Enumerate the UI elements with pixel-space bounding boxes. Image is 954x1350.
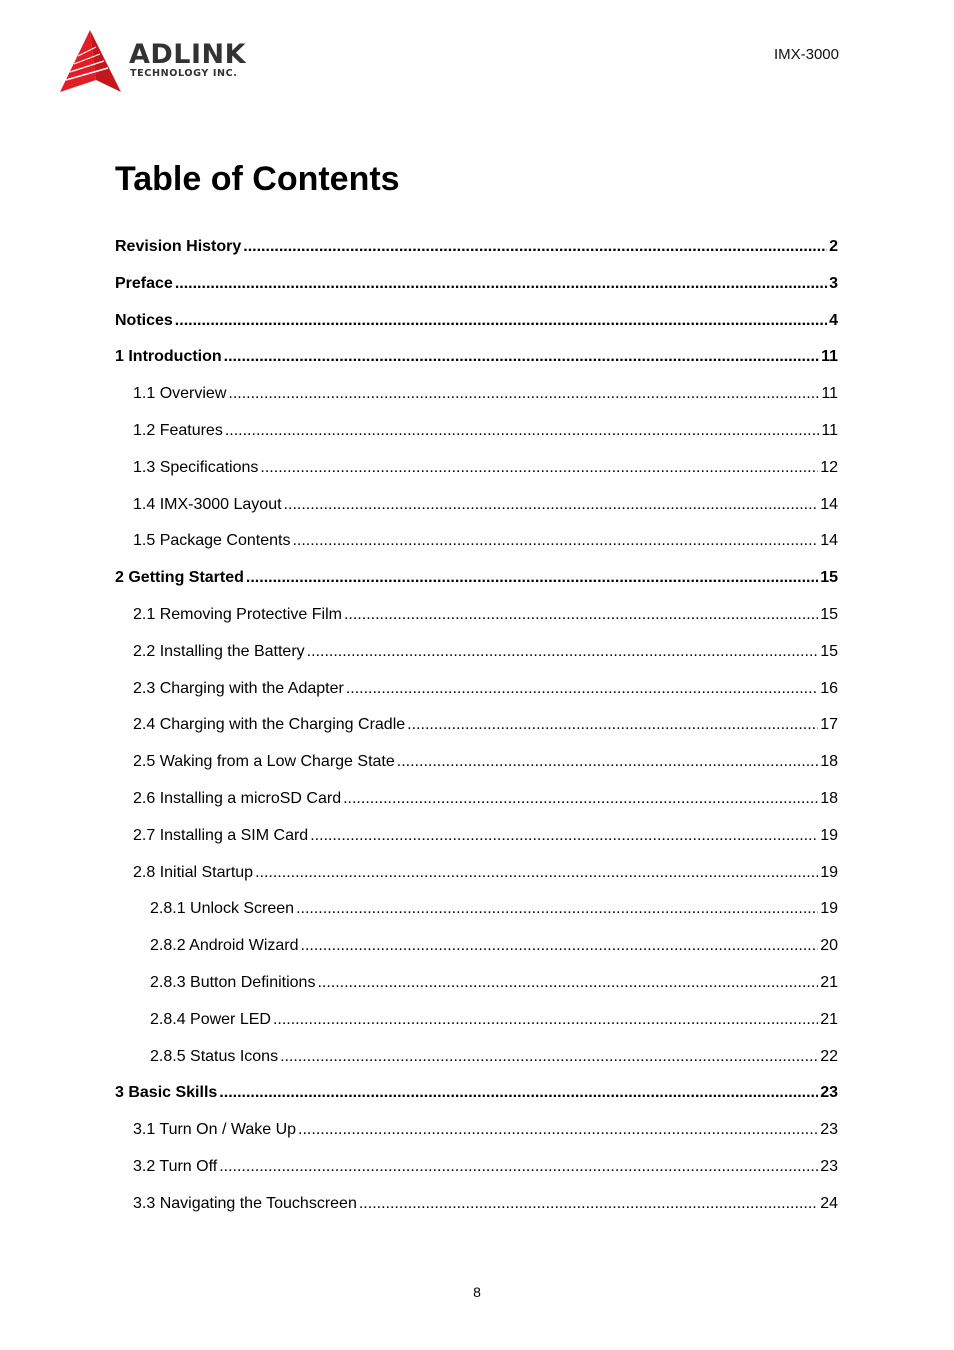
table-of-contents — [115, 238, 838, 1232]
toc-dot-leader — [344, 606, 818, 624]
toc-entry-label: 2.8.1 Unlock Screen — [150, 900, 295, 918]
toc-entry[interactable] — [115, 238, 838, 275]
page-number: 8 — [473, 1284, 481, 1300]
toc-entry-label: 2.8.4 Power LED — [150, 1010, 271, 1028]
toc-entry-page: 18 — [820, 789, 838, 807]
toc-entry-page: 4 — [829, 311, 838, 329]
toc-entry-label: 3 Basic Skills — [115, 1084, 218, 1102]
toc-dot-leader — [298, 1121, 818, 1139]
toc-entry-label: 2.8.3 Button Definitions — [150, 973, 316, 991]
toc-entry[interactable] — [115, 716, 838, 753]
toc-dot-leader — [397, 753, 818, 771]
toc-entry[interactable] — [115, 496, 838, 533]
company-logo — [58, 28, 278, 96]
toc-entry-label: 2.4 Charging with the Charging Cradle — [133, 716, 406, 734]
toc-entry-page: 14 — [820, 532, 838, 550]
toc-dot-leader — [317, 974, 818, 992]
toc-dot-leader — [310, 827, 818, 845]
toc-dot-leader — [301, 937, 819, 955]
toc-entry-page: 15 — [820, 642, 838, 660]
toc-dot-leader — [296, 900, 818, 918]
toc-entry-label: 2 Getting Started — [115, 569, 244, 587]
toc-entry-page: 23 — [820, 1157, 838, 1175]
toc-dot-leader — [219, 1158, 818, 1176]
toc-dot-leader — [346, 680, 818, 698]
toc-dot-leader — [280, 1048, 818, 1066]
toc-entry-page: 21 — [820, 1010, 838, 1028]
toc-entry-page: 11 — [821, 385, 838, 403]
toc-dot-leader — [225, 422, 820, 440]
toc-dot-leader — [255, 864, 818, 882]
toc-dot-leader — [407, 716, 818, 734]
toc-entry-page: 11 — [821, 421, 838, 439]
toc-dot-leader — [359, 1195, 818, 1213]
toc-dot-leader — [284, 496, 819, 514]
toc-entry-label: 1.5 Package Contents — [133, 532, 291, 550]
toc-entry-label: 2.2 Installing the Battery — [133, 642, 305, 660]
toc-entry-label: 1.1 Overview — [133, 385, 227, 403]
toc-entry-label: 3.3 Navigating the Touchscreen — [133, 1194, 357, 1212]
toc-entry[interactable] — [115, 569, 838, 606]
toc-entry-page: 22 — [820, 1047, 838, 1065]
toc-entry-page: 17 — [820, 716, 838, 734]
toc-entry[interactable] — [115, 974, 838, 1011]
toc-entry-page: 20 — [820, 937, 838, 955]
toc-dot-leader — [228, 385, 819, 403]
toc-entry-page: 15 — [820, 605, 838, 623]
toc-entry-label: 3.1 Turn On / Wake Up — [133, 1121, 297, 1139]
toc-entry[interactable] — [115, 275, 838, 312]
toc-entry-page: 14 — [820, 495, 838, 513]
page-title: Table of Contents — [115, 160, 400, 198]
toc-entry[interactable] — [115, 606, 838, 643]
logo-subtext: TECHNOLOGY INC. — [130, 68, 238, 79]
toc-entry-page: 11 — [821, 348, 838, 366]
toc-entry-label: Revision History — [115, 238, 242, 255]
toc-entry[interactable] — [115, 1195, 838, 1232]
toc-dot-leader — [175, 275, 827, 293]
toc-entry-page: 16 — [820, 679, 838, 697]
toc-entry-page: 19 — [820, 826, 838, 844]
toc-entry-page: 24 — [820, 1194, 838, 1212]
toc-entry-label: 2.8 Initial Startup — [133, 863, 254, 881]
toc-dot-leader — [260, 459, 818, 477]
toc-entry[interactable] — [115, 1084, 838, 1121]
toc-entry-label: 1.3 Specifications — [133, 458, 259, 476]
toc-entry[interactable] — [115, 1121, 838, 1158]
toc-entry-label: Preface — [115, 274, 173, 292]
document-id: IMX-3000 — [773, 46, 839, 63]
toc-entry[interactable] — [115, 864, 838, 901]
toc-entry-label: 1.2 Features — [133, 421, 223, 439]
toc-entry[interactable] — [115, 1011, 838, 1048]
toc-entry-page: 23 — [820, 1121, 838, 1139]
toc-entry-label: 2.6 Installing a microSD Card — [133, 789, 342, 807]
toc-entry-label: 2.5 Waking from a Low Charge State — [133, 753, 395, 771]
toc-entry-page: 18 — [820, 753, 838, 771]
toc-entry-label: 2.3 Charging with the Adapter — [133, 679, 344, 697]
toc-entry-label: 1.4 IMX-3000 Layout — [133, 495, 282, 513]
toc-entry[interactable] — [115, 385, 838, 422]
toc-entry-label: 2.8.5 Status Icons — [150, 1047, 279, 1065]
toc-entry[interactable] — [115, 937, 838, 974]
logo-wordmark: ADLINK — [129, 39, 247, 70]
toc-entry[interactable] — [115, 900, 838, 937]
toc-entry[interactable] — [115, 643, 838, 680]
toc-entry-label: 2.7 Installing a SIM Card — [133, 826, 309, 844]
toc-entry-label: 2.8.2 Android Wizard — [150, 937, 299, 955]
toc-entry[interactable] — [115, 790, 838, 827]
toc-dot-leader — [219, 1084, 818, 1102]
toc-dot-leader — [224, 348, 819, 366]
toc-entry-label: 3.2 Turn Off — [133, 1157, 218, 1175]
toc-entry-page: 19 — [820, 863, 838, 881]
toc-dot-leader — [243, 238, 827, 256]
toc-entry-page: 21 — [820, 973, 838, 991]
toc-dot-leader — [307, 643, 819, 661]
toc-entry[interactable] — [115, 753, 838, 790]
toc-entry-page: 12 — [820, 458, 838, 476]
toc-entry[interactable] — [115, 532, 838, 569]
toc-dot-leader — [343, 790, 818, 808]
toc-entry[interactable] — [115, 422, 838, 459]
toc-dot-leader — [273, 1011, 818, 1029]
toc-entry[interactable] — [115, 827, 838, 864]
toc-dot-leader — [246, 569, 818, 587]
toc-entry-page: 19 — [820, 900, 838, 918]
toc-dot-leader — [175, 312, 827, 330]
toc-entry[interactable] — [115, 1048, 838, 1085]
toc-entry-page: 3 — [829, 274, 838, 292]
triangle-logo-icon — [58, 28, 124, 96]
toc-entry-label: 2.1 Removing Protective Film — [133, 605, 342, 623]
toc-entry-page: 15 — [820, 569, 838, 587]
toc-entry[interactable] — [115, 312, 838, 349]
toc-dot-leader — [292, 532, 818, 550]
toc-entry-page: 23 — [820, 1084, 838, 1102]
toc-entry[interactable] — [115, 680, 838, 717]
toc-entry[interactable] — [115, 1158, 838, 1195]
toc-entry-label: Notices — [115, 311, 173, 329]
toc-entry[interactable] — [115, 459, 838, 496]
toc-entry-page: 2 — [829, 238, 838, 255]
toc-entry-label: 1 Introduction — [115, 348, 222, 366]
toc-entry[interactable] — [115, 348, 838, 385]
